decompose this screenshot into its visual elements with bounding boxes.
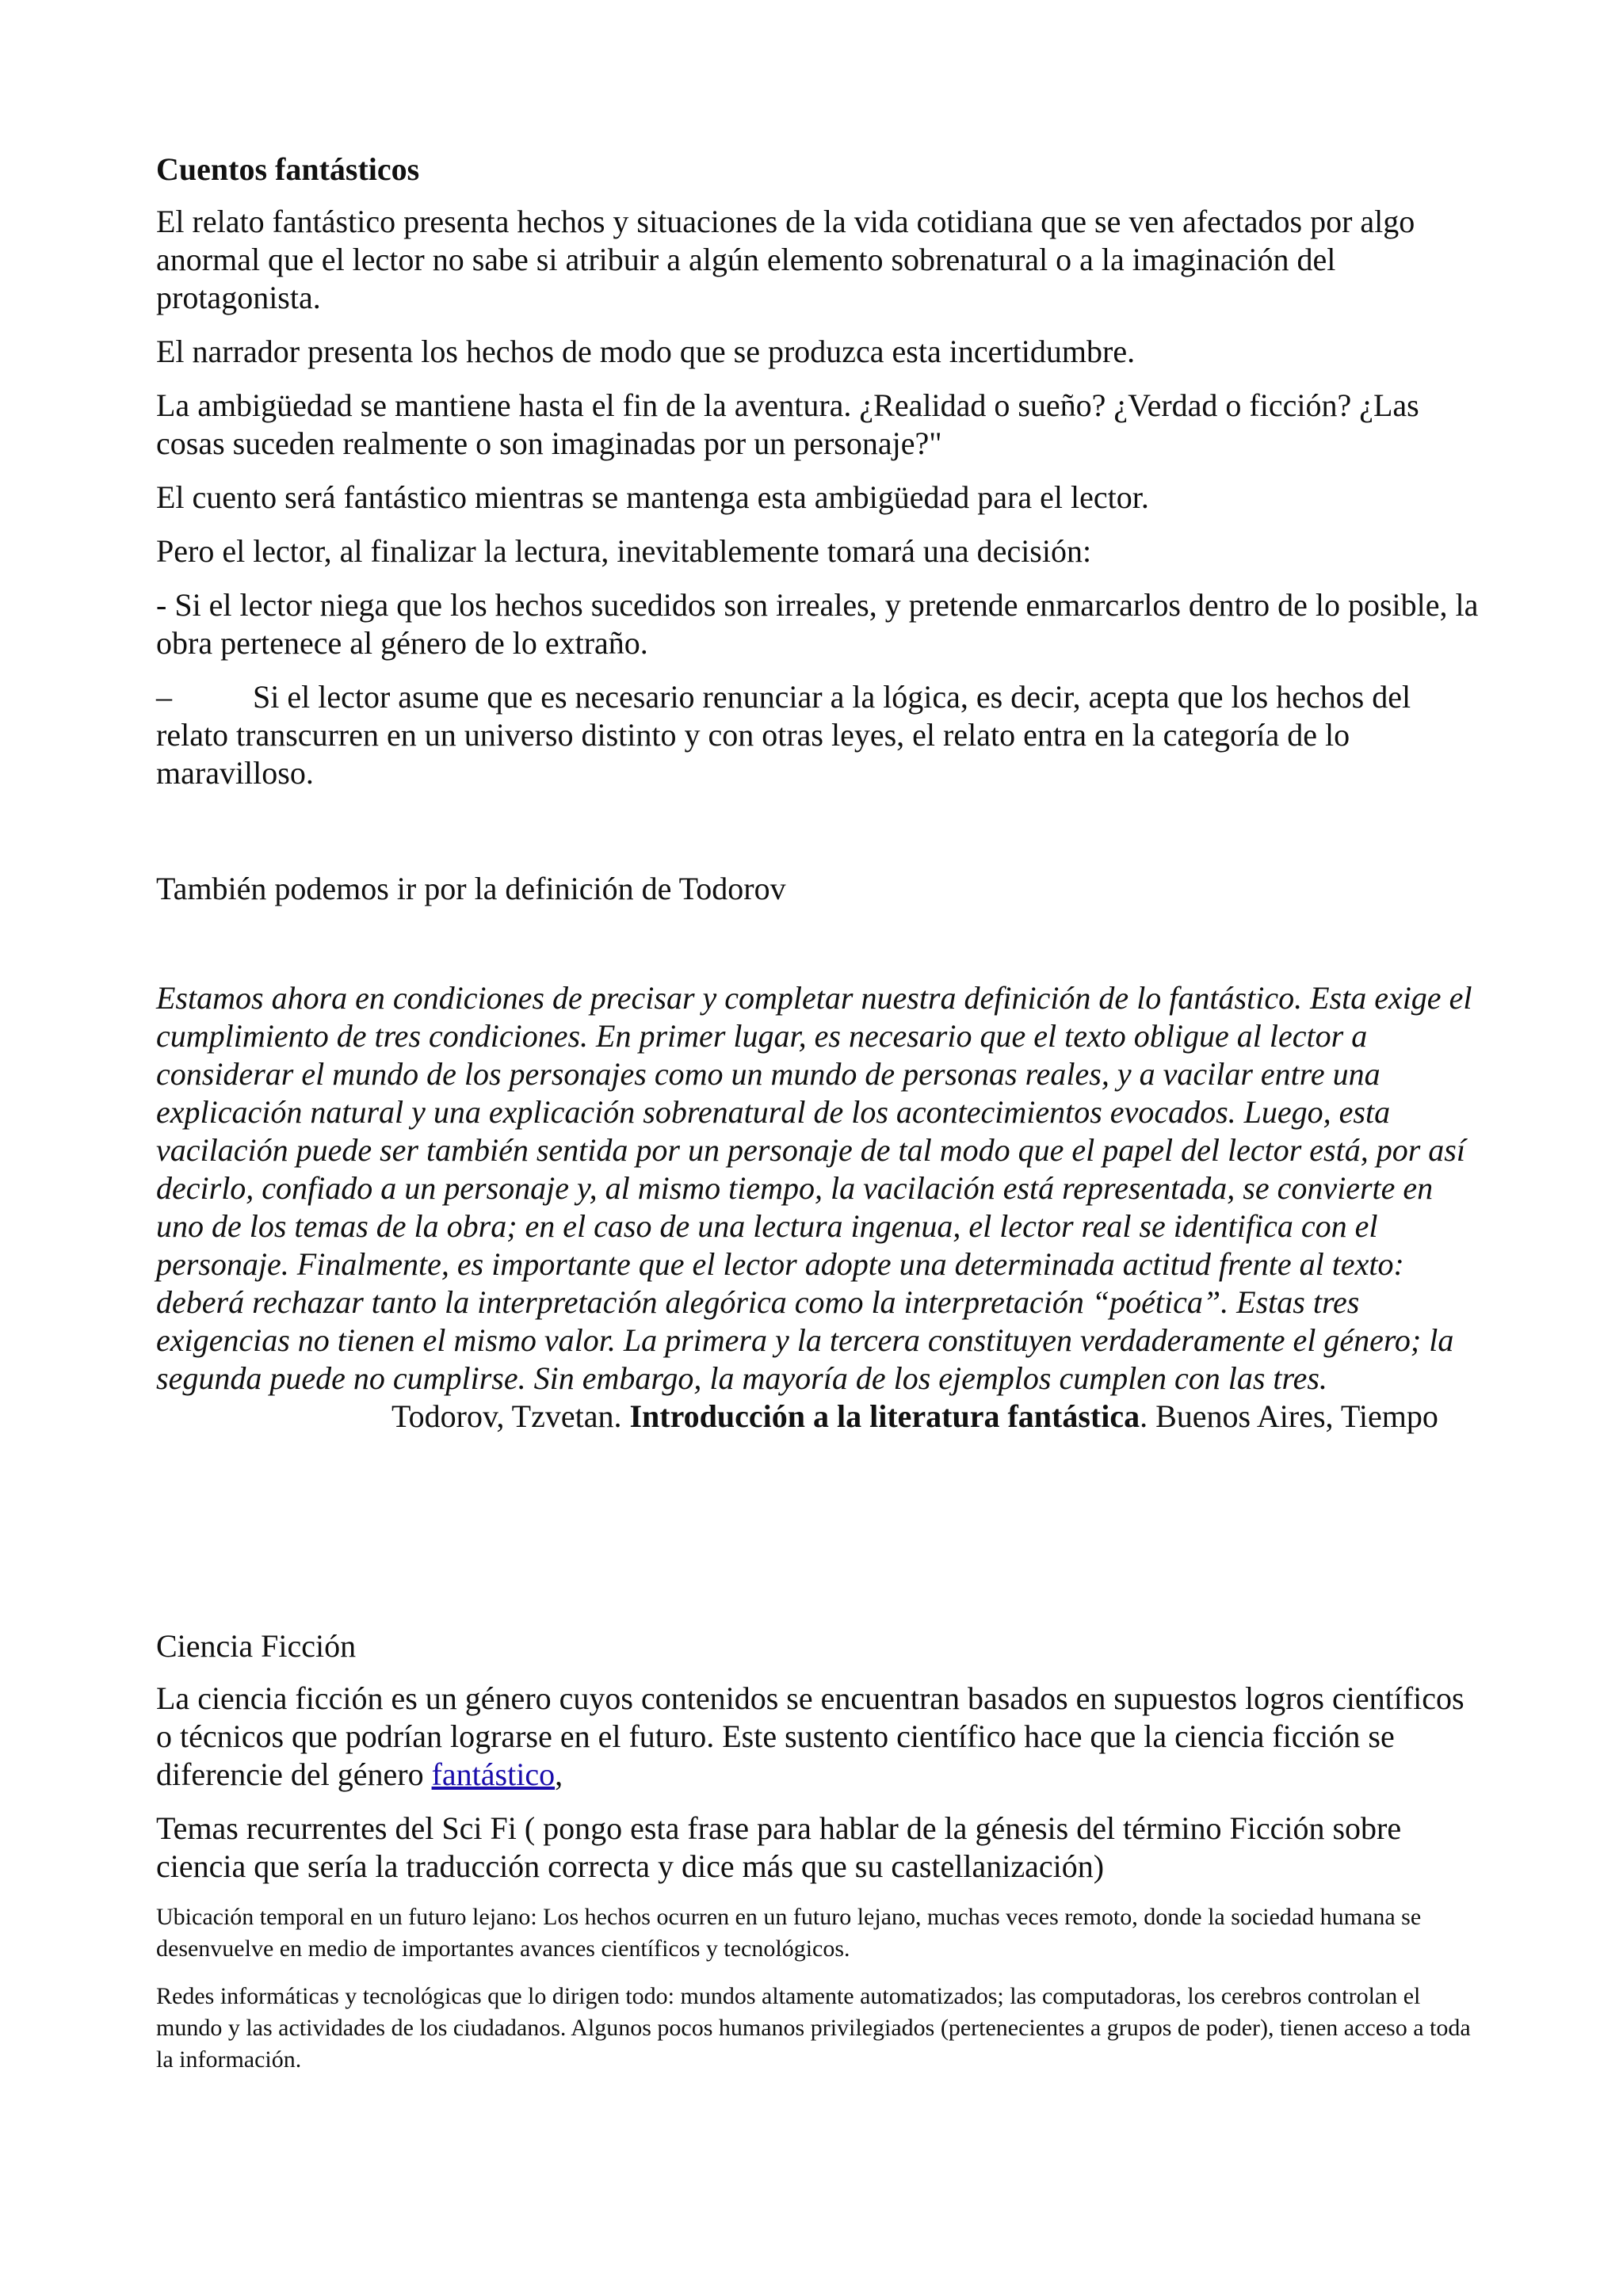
citation-author: Todorov, Tzvetan. — [391, 1398, 630, 1434]
document-page — [156, 151, 1487, 2076]
paragraph-extrano: - Si el lector niega que los hechos sucedidos son irreales, y pretende enmarcarlos dentro de lo posible, la obra pertenece al género de lo extraño. — [156, 587, 1479, 661]
paragraph-temas-recurrentes: Temas recurrentes del Sci Fi ( pongo esta frase para hablar de la génesis del término Ficción sobre ciencia que sería la traducción correcta y dice más que su castellanización) — [156, 1810, 1402, 1884]
paragraph-ciencia-ficcion-comma: , — [555, 1756, 563, 1792]
citation-title: Introducción a la literatura fantástica — [629, 1398, 1140, 1434]
paragraph-definicion: El relato fantástico presenta hechos y situaciones de la vida cotidiana que se ven afectados por algo anormal que el lector no sabe si atribuir a algún elemento sobrenatural o a la imaginación del protagonista. — [156, 204, 1415, 315]
paragraph-decision: Pero el lector, al finalizar la lectura, inevitablemente tomará una decisión: — [156, 533, 1092, 569]
todorov-intro: También podemos ir por la definición de Todorov — [156, 871, 786, 906]
fantastico-link[interactable]: fantástico — [431, 1756, 556, 1792]
dash-bullet: – — [156, 679, 172, 715]
paragraph-ubicacion-temporal: Ubicación temporal en un futuro lejano: Los hechos ocurren en un futuro lejano, muchas veces remoto, donde la sociedad humana se desenvuelve en medio de importantes avances científicos y tecnológicos. — [156, 1904, 1422, 1962]
citation-rest: . Buenos Aires, Tiempo — [1140, 1398, 1438, 1434]
paragraph-narrador: El narrador presenta los hechos de modo que se produzca esta incertidumbre. — [156, 334, 1136, 369]
paragraph-ambiguedad: La ambigüedad se mantiene hasta el fin de la aventura. ¿Realidad o sueño? ¿Verdad o ficción? ¿Las cosas suceden realmente o son imaginadas por un personaje?" — [156, 387, 1419, 461]
paragraph-maravilloso — [156, 678, 1487, 792]
paragraph-ciencia-ficcion-text: La ciencia ficción es un género cuyos contenidos se encuentran basados en supuestos logros científicos o técnicos que podrían lograrse en el futuro. Este sustento científico hace que la ciencia ficción se diferencie del género — [156, 1680, 1465, 1792]
paragraph-redes-informaticas: Redes informáticas y tecnológicas que lo dirigen todo: mundos altamente automatizados; las computadoras, los cerebros controlan el mundo y las actividades de los ciudadanos. Algunos pocos humanos privilegiados (pertenecientes a grupos de poder), tienen acceso a toda la información. — [156, 1983, 1471, 2073]
paragraph-maravilloso-text: Si el lector asume que es necesario renunciar a la lógica, es decir, acepta que los hechos del relato transcurren en un universo distinto y con otras leyes, el relato entra en la categoría de lo maravilloso. — [156, 679, 1411, 791]
paragraph-cuento-fantastico: El cuento será fantástico mientras se mantenga esta ambigüedad para el lector. — [156, 479, 1149, 515]
section-title-ciencia-ficcion: Ciencia Ficción — [156, 1628, 357, 1664]
paragraph-ciencia-ficcion — [156, 1680, 1487, 1794]
section-title-cuentos: Cuentos fantásticos — [156, 151, 420, 187]
todorov-citation — [156, 1398, 1487, 1436]
todorov-quote: Estamos ahora en condiciones de precisar y completar nuestra definición de lo fantástico. Esta exige el cumplimiento de tres condiciones. En primer lugar, es necesario que el texto obligue al lector a considerar el mundo de los personajes como un mundo de personas reales, y a vacilar entre una explicación natural y una explicación sobrenatural de los acontecimientos evocados. Luego, esta vacilación puede ser también sentida por un personaje de tal modo que el papel del lector está, por así decirlo, confiado a un personaje y, al mismo tiempo, la vacilación está representada, se convierte en uno de los temas de la obra; en el caso de una lectura ingenua, el lector real se identifica con el personaje. Finalmente, es importante que el lector adopte una determinada actitud frente al texto: deberá rechazar tanto la interpretación alegórica como la interpretación “poética”. Estas tres exigencias no tienen el mismo valor. La primera y la tercera constituyen verdaderamente el género; la segunda puede no cumplirse. Sin embargo, la mayoría de los ejemplos cumplen con las tres. — [156, 980, 1472, 1396]
